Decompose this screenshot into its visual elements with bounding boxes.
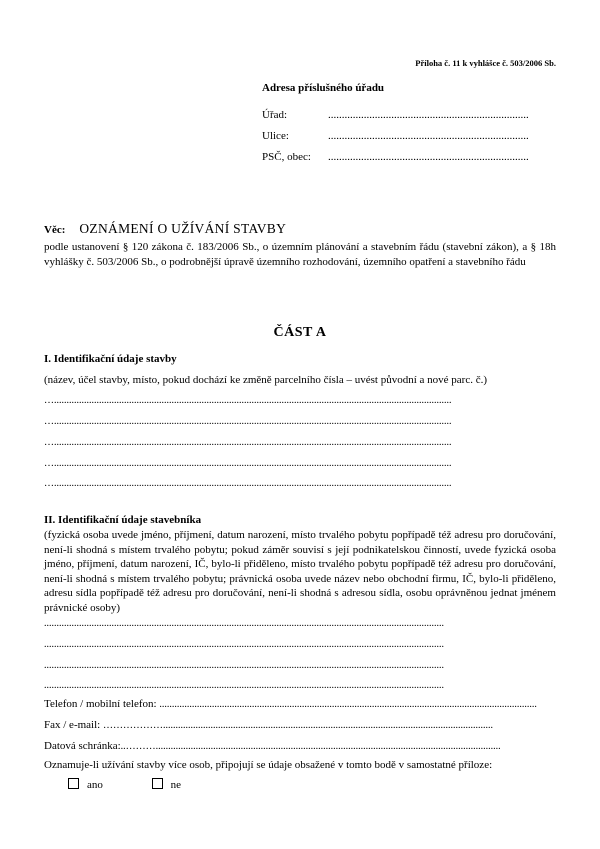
address-row-city <box>262 151 532 163</box>
legal-basis-text: podle ustanovení § 120 zákona č. 183/2006 Sb., o územním plánování a stavebním řádu (stavební zákon), a § 18h vyhlášky č. 503/2006 Sb., o podrobnější úpravě územního rozhodování, územního opatření a stavebního řádu <box>44 241 556 268</box>
address-label-office: Úřad: <box>262 109 288 121</box>
email-row <box>44 718 556 732</box>
checkbox-yes[interactable] <box>68 778 79 789</box>
address-row-office <box>262 109 532 121</box>
address-field-office[interactable]: ......................................................................... <box>328 109 529 121</box>
address-field-city[interactable]: ......................................................................... <box>328 151 529 163</box>
section2-title: II. Identifikační údaje stavebníka <box>44 514 202 526</box>
databox-field[interactable]: ..……….......................................................................................................................................... <box>120 741 501 752</box>
section1-note: (název, účel stavby, místo, pokud dochází ke změně parcelního čísla – uvést původní a nové parc. č.) <box>44 374 488 386</box>
subject-line <box>44 220 286 238</box>
address-row-street <box>262 130 532 142</box>
section1-line-3[interactable]: …............................................................................................................................................................... <box>44 437 452 448</box>
multiple-persons-text: Oznamuje-li užívání stavby více osob, připojují se údaje obsažené v tomto bodě v samostatné příloze: <box>44 759 493 771</box>
checkbox-no[interactable] <box>152 778 163 789</box>
section1-line-1[interactable]: …............................................................................................................................................................... <box>44 395 452 406</box>
document-title: OZNÁMENÍ O UŽÍVÁNÍ STAVBY <box>79 221 287 236</box>
subject-label: Věc: <box>44 224 66 236</box>
multiple-persons-options <box>68 778 227 791</box>
databox-label: Datová schránka: <box>44 740 121 752</box>
phone-field[interactable]: ....................................................................................................................................................... <box>159 699 537 710</box>
databox-row <box>44 739 556 753</box>
email-field[interactable]: ……………….................................................................................................................................... <box>102 720 493 731</box>
attachment-note: Příloha č. 11 k vyhlášce č. 503/2006 Sb. <box>415 58 556 68</box>
section1-title: I. Identifikační údaje stavby <box>44 353 177 365</box>
section2-line-4[interactable]: ................................................................................................................................................................ <box>44 680 444 691</box>
option-yes-label: ano <box>87 779 103 791</box>
address-label-city: PSČ, obec: <box>262 151 311 163</box>
section2-note: (fyzická osoba uvede jméno, příjmení, datum narození, místo trvalého pobytu popřípadě též adresu pro doručování, není-li shodná s místem trvalého pobytu; pokud záměr souvisí s její podnikatelskou činností, uvede fyzická osoba jméno, příjmení, datum narození, IČ, bylo-li přiděleno, místo trvalého pobytu popřípadě též adresu pro doručování, není-li shodná s místem trvalého pobytu; právnická osoba uvede název nebo obchodní firmu, IČ, bylo-li přiděleno, adresu sídla popřípadě též adresu pro doručování, není-li shodná s adresou sídla, osobu oprávněnou jednat jménem právnické osoby) <box>44 529 556 614</box>
phone-row <box>44 697 556 711</box>
address-label-street: Ulice: <box>262 130 289 142</box>
section1-line-4[interactable]: …............................................................................................................................................................... <box>44 458 452 469</box>
option-no-label: ne <box>170 779 182 791</box>
address-title: Adresa příslušného úřadu <box>262 82 385 94</box>
address-field-street[interactable]: ......................................................................... <box>328 130 529 142</box>
section1-line-5[interactable]: …............................................................................................................................................................... <box>44 478 452 489</box>
option-yes[interactable] <box>68 778 103 791</box>
email-label: Fax / e-mail: <box>44 719 101 731</box>
section2-line-2[interactable]: ................................................................................................................................................................ <box>44 639 444 650</box>
phone-label: Telefon / mobilní telefon: <box>44 698 157 710</box>
section1-line-2[interactable]: …............................................................................................................................................................... <box>44 416 452 427</box>
section2-line-1[interactable]: ................................................................................................................................................................ <box>44 618 444 629</box>
option-no[interactable] <box>152 778 181 791</box>
part-a-title: ČÁST A <box>273 325 327 340</box>
section2-line-3[interactable]: ................................................................................................................................................................ <box>44 660 444 671</box>
